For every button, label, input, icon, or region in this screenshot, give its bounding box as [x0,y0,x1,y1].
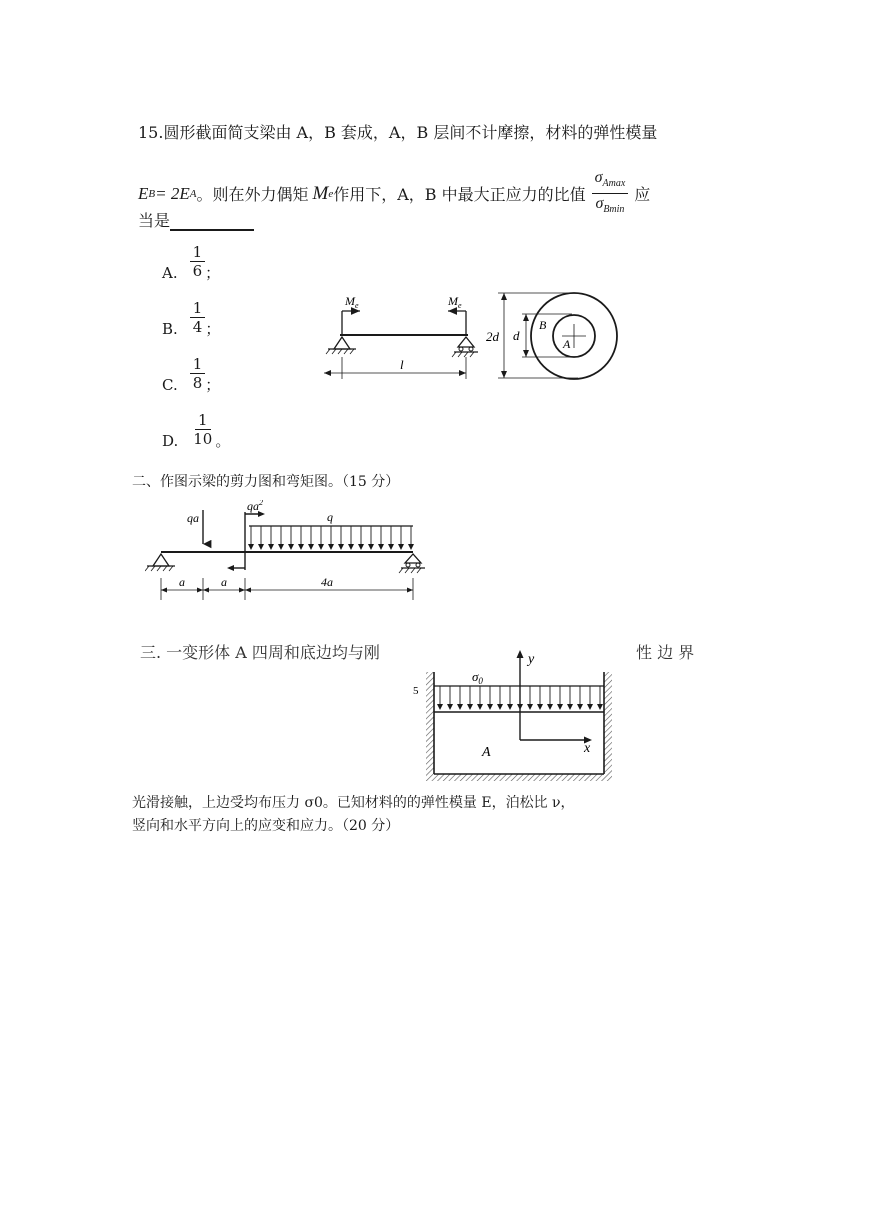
option-a-den: 6 [192,262,203,280]
q2-text: 二、作图示梁的剪力图和弯矩图。（15 分） [132,474,400,490]
option-d-letter: D. [162,431,179,450]
dist-load-label: q [327,510,333,524]
left-wall [426,672,434,774]
ratio-num: σ [594,169,603,186]
after-eq: 。则在外力偶矩 [196,185,309,205]
q2-figure [145,500,435,608]
moment-sub: e [328,187,334,200]
option-b[interactable] [162,296,220,339]
option-d-num: 1 [195,411,211,430]
line3-text: 当是 [138,211,171,230]
option-c-letter: C. [162,375,178,394]
q15-line3 [138,208,254,231]
answer-blank[interactable] [170,213,254,231]
eq-lhs-sub: B [148,187,156,200]
pin-support-icon [334,337,350,349]
point-force-label: qa [187,511,199,525]
option-c-num: 1 [190,355,206,374]
eq-mid: = 2E [155,183,190,203]
q3-head-left: 三. 一变形体 A 四周和底边均与刚 [140,643,380,662]
outer-dim-label: 2d [486,329,499,344]
option-c-den: 8 [192,374,203,392]
couple-label: $qa^2$ [247,500,263,513]
eq-rhs-sub: A [189,187,197,200]
q15-line1: 15.圆形截面简支梁由 A，B 套成，A，B 层间不计摩擦，材料的弹性模量 [138,123,658,142]
right-wall [604,672,612,774]
stress-ratio [592,168,629,219]
after-ratio: 应 [634,185,651,205]
moment-symbol: M [312,182,329,204]
dim2-label: a [221,575,227,589]
ratio-den-sub: Bmin [603,204,625,216]
dim1-label: a [179,575,185,589]
me-right-label: $M_e$ [448,294,462,310]
option-b-letter: B. [162,319,178,338]
option-a-num: 1 [190,243,206,262]
q3-line3: 竖向和水平方向上的应变和应力。（20 分） [132,818,400,834]
option-c-tail: ； [205,376,221,394]
length-label: l [400,357,404,372]
q3-figure [408,646,630,786]
x-axis-label: x [584,741,591,756]
option-d-tail: 。 [215,432,231,450]
sigma-label: $\sigma_0$ [472,669,483,686]
option-b-den: 4 [192,318,203,336]
eq-lhs: E [138,183,149,203]
option-a[interactable] [162,240,220,283]
bottom-wall [426,774,612,781]
after-moment: 作用下，A，B 中最大正应力的比值 [333,185,586,205]
dim3-label: 4a [321,575,333,589]
q2-pin-support-icon [153,554,169,566]
q15-figure [310,285,630,390]
option-b-tail: ； [205,320,221,338]
roller-support-icon [458,337,474,347]
ratio-num-sub: Amax [602,178,626,190]
option-b-num: 1 [190,299,206,318]
y-axis-label: y [528,652,535,667]
side-label: 5 [413,685,419,697]
inner-dim-label: d [513,328,520,343]
option-c[interactable] [162,352,220,395]
label-b: B [539,318,547,332]
option-a-letter: A. [162,263,178,282]
ratio-den: σ [595,195,604,213]
q3-head-right: 性 边 界 [636,643,695,662]
q3-line2: 光滑接触，上边受均布压力 σ0。已知材料的的弹性模量 E，泊松比 ν， [132,795,575,811]
option-d[interactable] [162,408,230,451]
body-label: A [482,745,491,760]
option-d-den: 10 [193,430,213,448]
label-a: A [563,337,571,351]
q2-roller-support-icon [405,554,421,563]
me-left-label: $M_e$ [345,294,359,310]
option-a-tail: ； [205,264,221,282]
